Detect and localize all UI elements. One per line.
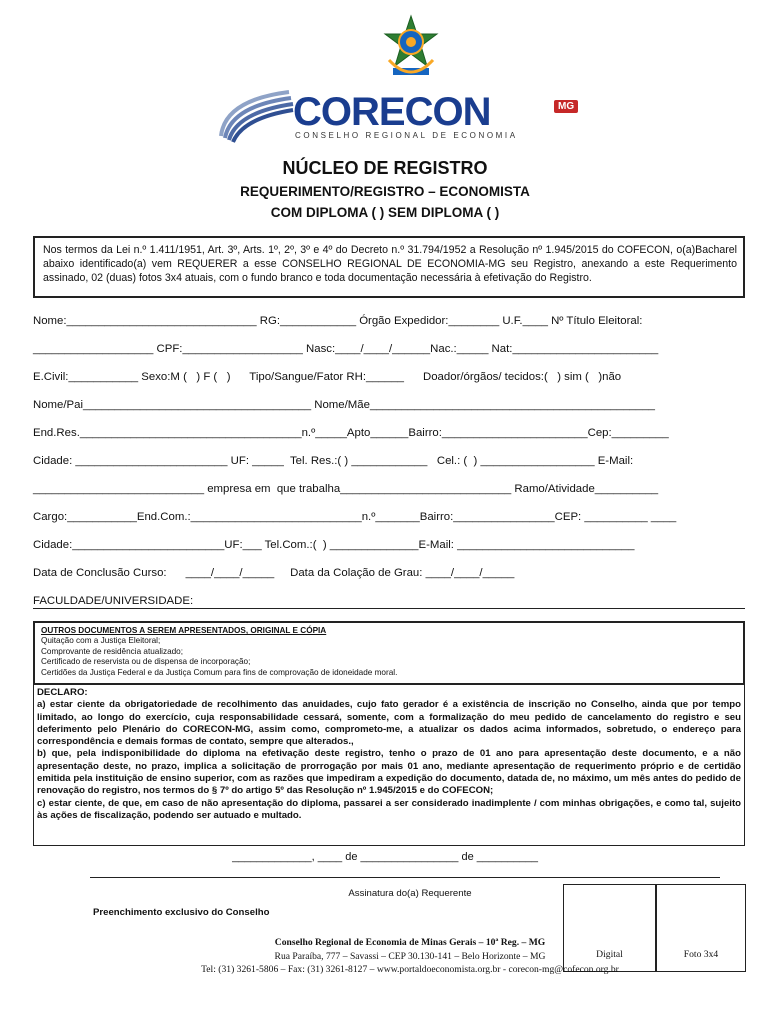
intro-paragraph: Nos termos da Lei n.º 1.411/1951, Art. 3º, Arts. 1º, 2º, 3º e 4º do Decreto n.º 31.794/1952 a Resolução nº 1.945/2015 do COFECON, o(a)Bacharel abaixo identificado(a) vem REQUERER a esse CONSELHO REGIONAL DE ECONOMIA-MG seu Registro, anexando a este Requerimento assinado, 02 (duas) fotos 3x4 atuais, com o fundo branco e toda documentação necessária à efetivação do Registro. — [33, 236, 745, 298]
field-line-empresa[interactable]: ___________________________ empresa em que trabalha___________________________ Ramo/Atividade__________ — [33, 483, 659, 495]
field-line-estado-civil[interactable]: E.Civil:___________ Sexo:M ( ) F ( ) Tipo/Sangue/Fator RH:______ Doador/órgãos/ tecidos:( ) sim ( )não — [33, 371, 622, 383]
field-line-datas[interactable]: Data de Conclusão Curso: ____/____/_____ Data da Colação de Grau: ____/____/_____ — [33, 567, 515, 579]
declaration-item-b: b) que, pela indisponibilidade do diploma na efetivação deste registro, tenho o prazo de 01 ano para apresentação deste documento, e a não apresentação deste, no prazo, implica a solicitação de prorrogação por mais 01 ano, mediante apresentação de requerimento próprio e de certidão emitida pela instituição de ensino superior, com as razões que impediram a expedição do documento, datada de, no máximo, um mês antes do pedido de renovação do registro, nos termos do § 7º do artigo 5º das Resolução nº 1.945/2015 e do COFECON; — [37, 748, 741, 797]
photo-label: Foto 3x4 — [683, 949, 719, 960]
diploma-options[interactable]: COM DIPLOMA ( ) SEM DIPLOMA ( ) — [270, 205, 500, 220]
documents-item: Certificado de reservista ou de dispensa de incorporação; — [41, 657, 251, 667]
field-line-cidade[interactable]: Cidade: ________________________ UF: _____ Tel. Res.:( ) ____________ Cel.: ( ) __________________ E-Mail: — [33, 455, 634, 467]
logo-subtitle: CONSELHO REGIONAL DE ECONOMIA — [295, 131, 518, 140]
footer-org: Conselho Regional de Economia de Minas Gerais – 10ª Reg. – MG — [274, 937, 546, 948]
documents-box — [33, 621, 745, 685]
date-line[interactable]: _____________, ____ de ________________ de __________ — [232, 851, 538, 863]
declaration-item-c: c) estar ciente, de que, em caso de não apresentação do diploma, passarei a ser considerado inadimplente / com minhas obrigações, e como tal, sujeito às ações de fiscalização, podendo ser autuado e multado. — [37, 797, 741, 821]
field-line-nome[interactable]: Nome:______________________________ RG:____________ Órgão Expedidor:________ U.F.____ Nº Título Eleitoral: — [33, 315, 643, 327]
fingerprint-label: Digital — [596, 949, 623, 960]
documents-heading: OUTROS DOCUMENTOS A SEREM APRESENTADOS, ORIGINAL E CÓPIA — [41, 626, 327, 635]
page-subtitle: REQUERIMENTO/REGISTRO – ECONOMISTA — [240, 184, 530, 199]
signature-line[interactable] — [90, 877, 720, 878]
logo-state-badge: MG — [554, 100, 578, 113]
signature-caption: Assinatura do(a) Requerente — [348, 888, 472, 899]
logo-wordmark: CORECON — [293, 90, 491, 134]
coat-of-arms-icon — [381, 14, 441, 84]
footer-address: Rua Paraíba, 777 – Savassi – CEP 30.130-141 – Belo Horizonte – MG — [274, 951, 546, 962]
declaration-box — [33, 684, 745, 846]
faculdade-rule — [33, 608, 745, 609]
documents-item: Quitação com a Justiça Eleitoral; — [41, 636, 161, 646]
field-line-endereco[interactable]: End.Res.___________________________________n.º_____Apto______Bairro:_______________________Cep:_________ — [33, 427, 669, 439]
field-line-pais[interactable]: Nome/Pai____________________________________ Nome/Mãe_____________________________________________ — [33, 399, 656, 411]
documents-item: Comprovante de residência atualizado; — [41, 646, 184, 656]
documents-item: Certidões da Justiça Federal e da Justiça Comum para fins de comprovação de idoneidade moral. — [41, 667, 398, 677]
footer-contact: Tel: (31) 3261-5806 – Fax: (31) 3261-8127 – www.portaldoeconomista.org.br - corecon-mg@cofecon.org.br — [201, 964, 619, 975]
field-line-cidade-comercial[interactable]: Cidade:________________________UF:___ Tel.Com.:( ) ______________E-Mail: ____________________________ — [33, 539, 635, 551]
page-title: NÚCLEO DE REGISTRO — [282, 158, 488, 178]
declaration-heading: DECLARO: — [37, 687, 88, 698]
field-line-cargo[interactable]: Cargo:___________End.Com.:___________________________n.º_______Bairro:________________CEP: __________ ____ — [33, 511, 677, 523]
corecon-swoosh-logo-icon — [215, 86, 295, 144]
council-only-label: Preenchimento exclusivo do Conselho — [93, 907, 270, 918]
declaration-item-a: a) estar ciente da obrigatoriedade de recolhimento das anuidades, cujo fato gerador é a existência de inscrição no Conselho, ainda que por tempo limitado, ao longo do exercício, cuja responsabilidade cessará, somente, com a formalização do meu pedido de cancelamento do registro e seu deferimento pelo Plenário do CORECON-MG, assim como, comprometo-me, a atualizar os dados acima informados, sobretudo, o endereço para correspondência e demais formas de contato, sempre que alterados., — [37, 699, 741, 748]
field-line-faculdade[interactable]: FACULDADE/UNIVERSIDADE: — [33, 595, 194, 607]
field-line-cpf[interactable]: ___________________ CPF:___________________ Nasc:____/____/______Nac.:_____ Nat:_______________________ — [33, 343, 659, 355]
